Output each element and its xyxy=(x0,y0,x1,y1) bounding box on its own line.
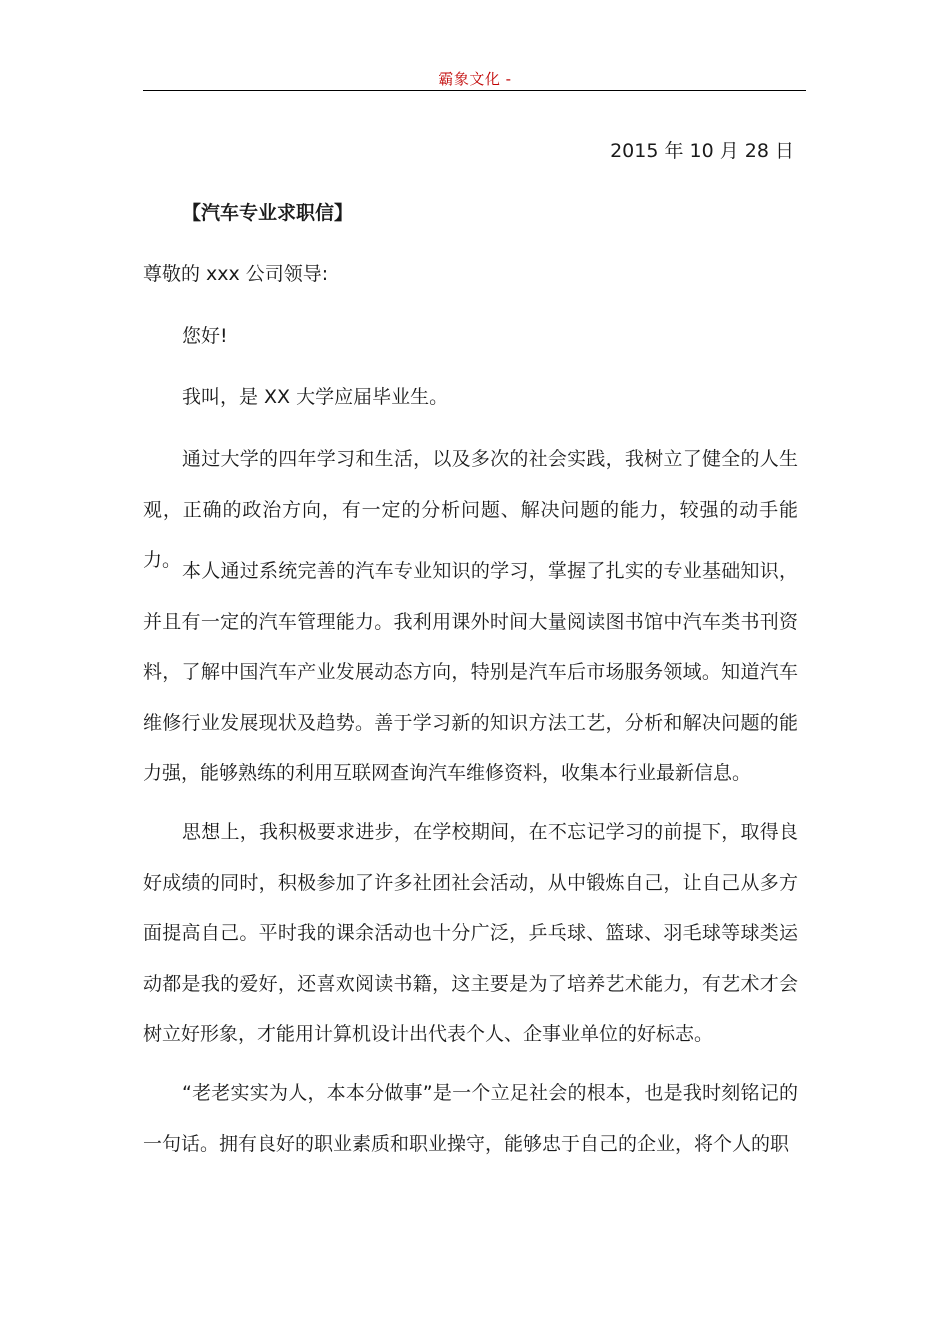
letter-date: 2015 年 10 月 28 日 xyxy=(610,140,794,162)
salutation: 尊敬的 xxx 公司领导: xyxy=(143,263,329,285)
header-text: 霸象文化 - xyxy=(438,70,512,88)
paragraph-university-life: 通过大学的四年学习和生活，以及多次的社会实践，我树立了健全的人生观，正确的政治方向，有一定的分析问题、解决问题的能力，较强的动手能力。 xyxy=(143,448,798,571)
greeting: 您好! xyxy=(182,325,228,347)
paragraph-motto: “老老实实为人，本本分做事”是一个立足社会的根本，也是我时刻铭记的一句话。拥有良好的职业素质和职业操守，能够忠于自己的企业，将个人的职 xyxy=(143,1082,798,1155)
paragraph-professional-skills: 本人通过系统完善的汽车专业知识的学习，掌握了扎实的专业基础知识，并且有一定的汽车管理能力。我利用课外时间大量阅读图书馆中汽车类书刊资料，了解中国汽车产业发展动态方向，特别是汽车后市场服务领域。知道汽车维修行业发展现状及趋势。善于学习新的知识方法工艺，分析和解决问题的能力强，能够熟练的利用互联网查询汽车维修资料，收集本行业最新信息。 xyxy=(143,560,798,784)
header-divider xyxy=(143,90,806,91)
paragraph-activities: 思想上，我积极要求进步，在学校期间，在不忘记学习的前提下，取得良好成绩的同时，积极参加了许多社团社会活动，从中锻炼自己，让自己从多方面提高自己。平时我的课余活动也十分广泛，乒乓球、篮球、羽毛球等球类运动都是我的爱好，还喜欢阅读书籍，这主要是为了培养艺术能力，有艺术才会树立好形象，才能用计算机设计出代表个人、企事业单位的好标志。 xyxy=(143,821,798,1045)
letter-title: 【汽车专业求职信】 xyxy=(182,202,354,224)
paragraph-introduction: 我叫，是 XX 大学应届毕业生。 xyxy=(182,386,449,408)
